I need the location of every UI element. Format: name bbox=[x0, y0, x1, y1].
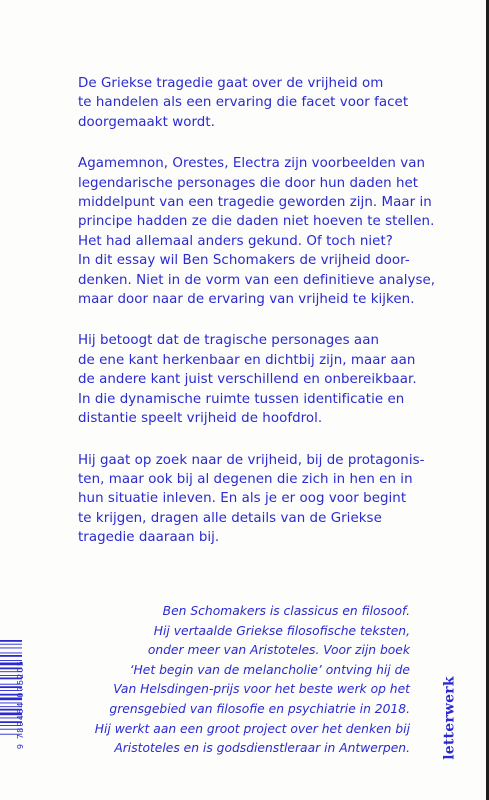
text-line: Het had allemaal anders gekund. Of toch niet? bbox=[78, 233, 393, 249]
text-line: Agamemnon, Orestes, Electra zijn voorbeelden van bbox=[78, 156, 426, 172]
text-line: legendarische personages die door hun daden het bbox=[78, 175, 419, 191]
text-line: De Griekse tragedie gaat over de vrijheid om bbox=[78, 76, 384, 91]
isbn-label: 9 789464 075205 bbox=[16, 659, 26, 749]
text-line: principe hadden ze die daden niet hoeven te stellen. bbox=[78, 214, 435, 230]
blurb-paragraph bbox=[78, 451, 468, 548]
bio-line: ‘Het begin van de melancholie’ ontving hij de bbox=[129, 662, 410, 677]
publisher-logo bbox=[438, 668, 462, 768]
blurb-paragraph bbox=[78, 154, 468, 309]
blurb bbox=[78, 74, 468, 570]
text-line: distantie speelt vrijheid de hoofdrol. bbox=[78, 411, 323, 427]
isbn-number bbox=[15, 640, 27, 768]
text-line: Hij betoogt dat de tragische personages aan bbox=[78, 333, 379, 349]
publisher-name: letterwerk bbox=[442, 676, 459, 760]
blurb-paragraph bbox=[78, 74, 468, 132]
bio-line: Van Helsdingen-prijs voor het beste werk op het bbox=[113, 682, 410, 697]
bio-line: Hij werkt aan een groot project over het denken bij bbox=[94, 721, 410, 736]
text-line: tragedie daaraan bij. bbox=[78, 530, 220, 546]
text-line: te krijgen, dragen alle details van de Griekse bbox=[78, 510, 382, 526]
bio-line: onder meer van Aristoteles. Voor zijn boek bbox=[147, 643, 410, 658]
text-line: ten, maar ook bij al degenen die zich in hen en in bbox=[78, 471, 413, 487]
text-line: middelpunt van een tragedie geworden zijn. Maar in bbox=[78, 195, 432, 211]
blurb-paragraph bbox=[78, 331, 468, 428]
bio-line: grensgebied van filosofie en psychiatrie in 2018. bbox=[109, 701, 410, 716]
bio-line: Aristoteles en is godsdienstleraar in Antwerpen. bbox=[114, 741, 410, 756]
text-line: de andere kant juist verschillend en onbereikbaar. bbox=[78, 372, 417, 388]
text-line: te handelen als een ervaring die facet voor facet bbox=[78, 95, 409, 111]
text-line: In dit essay wil Ben Schomakers de vrijheid door- bbox=[78, 253, 410, 269]
text-line: denken. Niet in de vorm van een definitieve analyse, bbox=[78, 272, 436, 288]
bio-line: Ben Schomakers is classicus en filosoof. bbox=[162, 604, 410, 618]
text-line: In die dynamische ruimte tussen identificatie en bbox=[78, 391, 405, 407]
text-line: hun situatie inleven. En als je er oog voor begint bbox=[78, 491, 407, 507]
text-line: maar door naar de ervaring van vrijheid te kijken. bbox=[78, 292, 415, 308]
bio-line: Hij vertaalde Griekse filosofische teksten, bbox=[153, 623, 410, 638]
author-bio bbox=[80, 602, 410, 759]
text-line: de ene kant herkenbaar en dichtbij zijn, maar aan bbox=[78, 352, 416, 368]
text-line: Hij gaat op zoek naar de vrijheid, bij de protagonis- bbox=[78, 452, 425, 468]
text-line: doorgemaakt wordt. bbox=[78, 114, 215, 130]
